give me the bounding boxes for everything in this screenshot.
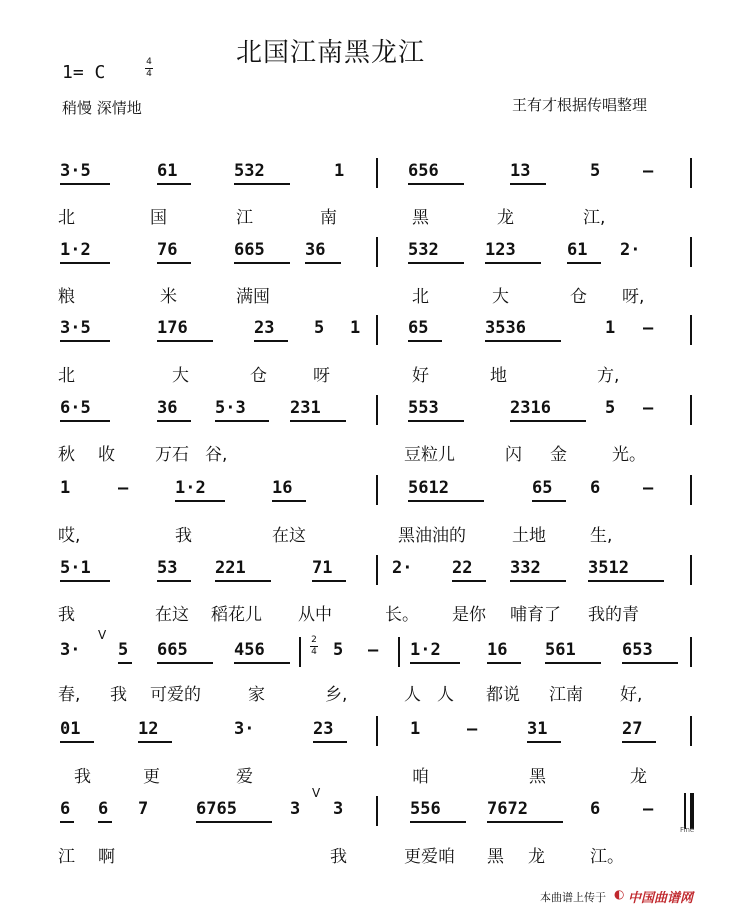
underline bbox=[622, 662, 678, 664]
note-group: 123 bbox=[485, 240, 516, 260]
lyric: 春, bbox=[58, 685, 81, 705]
underline bbox=[410, 662, 460, 664]
note-group: 23 bbox=[313, 719, 334, 739]
underline bbox=[175, 500, 225, 502]
fine-mark: Fine bbox=[680, 826, 695, 834]
note-group: 3 bbox=[333, 799, 344, 819]
note-group: 6·5 bbox=[60, 398, 91, 418]
site-logo-icon: ◐ bbox=[614, 887, 625, 901]
lyric: 爱 bbox=[236, 767, 253, 787]
underline bbox=[510, 183, 546, 185]
lyric: 是你 bbox=[452, 605, 486, 625]
barline bbox=[376, 555, 378, 585]
tempo-marking: 稍慢 深情地 bbox=[62, 99, 142, 117]
page-title: 北国江南黑龙江 bbox=[236, 38, 426, 68]
lyric: 长。 bbox=[385, 605, 419, 625]
note-group: — bbox=[643, 161, 654, 181]
arranger-credit: 王有才根据传唱整理 bbox=[512, 96, 648, 114]
note-group: 01 bbox=[60, 719, 81, 739]
note-group: 3 bbox=[290, 799, 301, 819]
lyric: 龙 bbox=[528, 847, 545, 867]
note-group: 7 bbox=[138, 799, 149, 819]
lyric: 方, bbox=[597, 366, 620, 386]
lyric: 光。 bbox=[612, 445, 646, 465]
lyric: 人 bbox=[437, 685, 454, 705]
note-group: — bbox=[643, 799, 654, 819]
underline bbox=[290, 420, 346, 422]
underline bbox=[545, 662, 601, 664]
lyric: 呀, bbox=[622, 287, 645, 307]
note-group: 6 bbox=[60, 799, 71, 819]
note-group: 61 bbox=[567, 240, 588, 260]
note-group: 176 bbox=[157, 318, 188, 338]
underline bbox=[452, 580, 486, 582]
final-barline-thick bbox=[690, 793, 694, 829]
underline bbox=[60, 420, 110, 422]
underline bbox=[60, 340, 110, 342]
note-group: 23 bbox=[254, 318, 275, 338]
underline bbox=[234, 183, 290, 185]
underline bbox=[234, 262, 290, 264]
barline bbox=[690, 395, 692, 425]
note-group: 3· bbox=[234, 719, 255, 739]
lyric: 黑油油的 bbox=[398, 526, 466, 546]
barline bbox=[376, 315, 378, 345]
note-group: 1·2 bbox=[60, 240, 91, 260]
underline bbox=[118, 662, 132, 664]
underline bbox=[157, 420, 191, 422]
note-group: — bbox=[643, 478, 654, 498]
underline bbox=[60, 183, 110, 185]
note-group: 561 bbox=[545, 640, 576, 660]
underline bbox=[157, 262, 191, 264]
lyric: 国 bbox=[150, 208, 167, 228]
lyric: 从中 bbox=[298, 605, 332, 625]
note-group: 6 bbox=[590, 799, 601, 819]
lyric: 都说 bbox=[486, 685, 520, 705]
note-group: 36 bbox=[157, 398, 178, 418]
note-group: 5·1 bbox=[60, 558, 91, 578]
barline bbox=[376, 395, 378, 425]
note-group: 665 bbox=[157, 640, 188, 660]
lyric: 大 bbox=[492, 287, 509, 307]
lyric: 在这 bbox=[155, 605, 189, 625]
note-group: 556 bbox=[410, 799, 441, 819]
lyric: 黑 bbox=[412, 208, 429, 228]
note-group: 61 bbox=[157, 161, 178, 181]
barline bbox=[690, 158, 692, 188]
lyric: 万石 bbox=[155, 445, 189, 465]
underline bbox=[254, 340, 288, 342]
underline bbox=[60, 580, 110, 582]
underline bbox=[157, 340, 213, 342]
note-group: 1 bbox=[350, 318, 361, 338]
underline bbox=[157, 183, 191, 185]
underline bbox=[408, 500, 484, 502]
lyric: 江 bbox=[236, 208, 253, 228]
note-group: 653 bbox=[622, 640, 653, 660]
note-group: 1 bbox=[410, 719, 421, 739]
note-group: 31 bbox=[527, 719, 548, 739]
note-group: 5612 bbox=[408, 478, 449, 498]
lyric: 好 bbox=[412, 366, 429, 386]
note-group: 7672 bbox=[487, 799, 528, 819]
barline bbox=[690, 637, 692, 667]
underline bbox=[234, 662, 290, 664]
lyric: 我 bbox=[58, 605, 75, 625]
note-group: — bbox=[118, 478, 129, 498]
time-change-top: 2 bbox=[311, 635, 317, 645]
barline bbox=[376, 796, 378, 826]
lyric: 豆粒儿 bbox=[404, 445, 455, 465]
underline bbox=[485, 262, 541, 264]
key-signature: 1= C bbox=[62, 62, 106, 83]
lyric: 人 bbox=[404, 685, 421, 705]
underline bbox=[487, 821, 563, 823]
underline bbox=[157, 580, 191, 582]
note-group: 6 bbox=[98, 799, 109, 819]
underline bbox=[60, 741, 94, 743]
underline bbox=[313, 741, 347, 743]
underline bbox=[408, 340, 442, 342]
underline bbox=[510, 420, 586, 422]
underline bbox=[510, 580, 566, 582]
lyric: 满囤 bbox=[236, 287, 270, 307]
site-brand[interactable]: 中国曲谱网 bbox=[628, 891, 694, 906]
underline bbox=[408, 262, 464, 264]
underline bbox=[60, 821, 74, 823]
underline bbox=[487, 662, 521, 664]
lyric: 粮 bbox=[58, 287, 75, 307]
note-group: 53 bbox=[157, 558, 178, 578]
note-group: — bbox=[643, 398, 654, 418]
note-group: 231 bbox=[290, 398, 321, 418]
note-group: 1 bbox=[334, 161, 345, 181]
note-group: 36 bbox=[305, 240, 326, 260]
note-group: 16 bbox=[272, 478, 293, 498]
time-signature-bottom: 4 bbox=[146, 69, 152, 79]
lyric: 秋 bbox=[58, 445, 75, 465]
lyric: 黑 bbox=[529, 767, 546, 787]
note-group: 3·5 bbox=[60, 318, 91, 338]
lyric: 我 bbox=[330, 847, 347, 867]
lyric: 我的青 bbox=[588, 605, 639, 625]
lyric: 江, bbox=[583, 208, 606, 228]
lyric: 乡, bbox=[325, 685, 348, 705]
note-group: 3536 bbox=[485, 318, 526, 338]
barline bbox=[376, 475, 378, 505]
note-group: 1 bbox=[605, 318, 616, 338]
lyric: 黑 bbox=[487, 847, 504, 867]
lyric: 更爱咱 bbox=[404, 847, 455, 867]
lyric: 啊 bbox=[98, 847, 115, 867]
barline bbox=[398, 637, 400, 667]
underline bbox=[272, 500, 306, 502]
note-group: 1 bbox=[60, 478, 71, 498]
lyric: 龙 bbox=[497, 208, 514, 228]
lyric: 仓 bbox=[250, 366, 267, 386]
note-group: 6 bbox=[590, 478, 601, 498]
note-group: 2· bbox=[620, 240, 641, 260]
lyric: 江南 bbox=[549, 685, 583, 705]
underline bbox=[196, 821, 272, 823]
note-group: 3·5 bbox=[60, 161, 91, 181]
underline bbox=[215, 420, 269, 422]
note-group: 456 bbox=[234, 640, 265, 660]
underline bbox=[588, 580, 664, 582]
note-group: 5 bbox=[118, 640, 129, 660]
note-group: 2316 bbox=[510, 398, 551, 418]
note-group: — bbox=[467, 719, 478, 739]
lyric: 江。 bbox=[590, 847, 624, 867]
lyric: 土地 bbox=[512, 526, 546, 546]
underline bbox=[98, 821, 112, 823]
note-group: 5 bbox=[333, 640, 344, 660]
note-group: 553 bbox=[408, 398, 439, 418]
note-group: 16 bbox=[487, 640, 508, 660]
note-group: 5 bbox=[314, 318, 325, 338]
time-signature-change bbox=[310, 636, 318, 657]
barline bbox=[299, 637, 301, 667]
note-group: 665 bbox=[234, 240, 265, 260]
underline bbox=[408, 420, 464, 422]
underline bbox=[138, 741, 172, 743]
lyric: 更 bbox=[143, 767, 160, 787]
note-group: 3512 bbox=[588, 558, 629, 578]
lyric: 龙 bbox=[630, 767, 647, 787]
note-group: 5 bbox=[605, 398, 616, 418]
underline bbox=[215, 580, 271, 582]
lyric: 呀 bbox=[313, 366, 330, 386]
lyric: 收 bbox=[98, 445, 115, 465]
barline bbox=[376, 237, 378, 267]
underline bbox=[527, 741, 561, 743]
underline bbox=[60, 262, 110, 264]
lyric: 北 bbox=[58, 208, 75, 228]
note-group: 2· bbox=[392, 558, 413, 578]
underline bbox=[408, 183, 464, 185]
note-group: 1·2 bbox=[410, 640, 441, 660]
barline bbox=[376, 158, 378, 188]
lyric: 仓 bbox=[570, 287, 587, 307]
barline bbox=[690, 716, 692, 746]
underline bbox=[157, 662, 213, 664]
breath-mark: V bbox=[98, 628, 107, 642]
breath-mark: V bbox=[312, 786, 321, 800]
lyric: 哎, bbox=[58, 526, 81, 546]
note-group: 12 bbox=[138, 719, 159, 739]
underline bbox=[622, 741, 656, 743]
lyric: 地 bbox=[490, 366, 507, 386]
final-barline-thin bbox=[684, 793, 686, 829]
lyric: 北 bbox=[58, 366, 75, 386]
note-group: 332 bbox=[510, 558, 541, 578]
note-group: 65 bbox=[532, 478, 553, 498]
note-group: 3· bbox=[60, 640, 81, 660]
lyric: 大 bbox=[172, 366, 189, 386]
upload-credit: 本曲谱上传于 bbox=[540, 891, 606, 904]
lyric: 好, bbox=[620, 685, 643, 705]
note-group: 27 bbox=[622, 719, 643, 739]
lyric: 谷, bbox=[205, 445, 228, 465]
note-group: 6765 bbox=[196, 799, 237, 819]
note-group: 76 bbox=[157, 240, 178, 260]
note-group: 221 bbox=[215, 558, 246, 578]
note-group: 65 bbox=[408, 318, 429, 338]
note-group: 22 bbox=[452, 558, 473, 578]
underline bbox=[410, 821, 466, 823]
lyric: 哺育了 bbox=[510, 605, 561, 625]
underline bbox=[312, 580, 346, 582]
lyric: 金 bbox=[550, 445, 567, 465]
lyric: 生, bbox=[590, 526, 613, 546]
note-group: 532 bbox=[408, 240, 439, 260]
lyric: 米 bbox=[160, 287, 177, 307]
note-group: 71 bbox=[312, 558, 333, 578]
note-group: 5·3 bbox=[215, 398, 246, 418]
time-signature bbox=[145, 58, 153, 79]
lyric: 我 bbox=[175, 526, 192, 546]
time-change-bottom: 4 bbox=[311, 647, 317, 657]
note-group: 532 bbox=[234, 161, 265, 181]
lyric: 我 bbox=[74, 767, 91, 787]
time-signature-top: 4 bbox=[146, 57, 152, 67]
lyric: 北 bbox=[412, 287, 429, 307]
lyric: 家 bbox=[248, 685, 265, 705]
barline bbox=[690, 475, 692, 505]
underline bbox=[532, 500, 566, 502]
lyric: 咱 bbox=[412, 767, 429, 787]
lyric: 南 bbox=[320, 208, 337, 228]
barline bbox=[376, 716, 378, 746]
lyric: 江 bbox=[58, 847, 75, 867]
lyric: 可爱的 bbox=[150, 685, 201, 705]
note-group: 5 bbox=[590, 161, 601, 181]
barline bbox=[690, 237, 692, 267]
underline bbox=[567, 262, 601, 264]
note-group: — bbox=[643, 318, 654, 338]
lyric: 闪 bbox=[505, 445, 522, 465]
note-group: 13 bbox=[510, 161, 531, 181]
barline bbox=[690, 555, 692, 585]
underline bbox=[485, 340, 561, 342]
note-group: — bbox=[368, 640, 379, 660]
lyric: 稻花儿 bbox=[211, 605, 262, 625]
lyric: 在这 bbox=[272, 526, 306, 546]
barline bbox=[690, 315, 692, 345]
note-group: 656 bbox=[408, 161, 439, 181]
lyric: 我 bbox=[110, 685, 127, 705]
note-group: 1·2 bbox=[175, 478, 206, 498]
underline bbox=[305, 262, 341, 264]
